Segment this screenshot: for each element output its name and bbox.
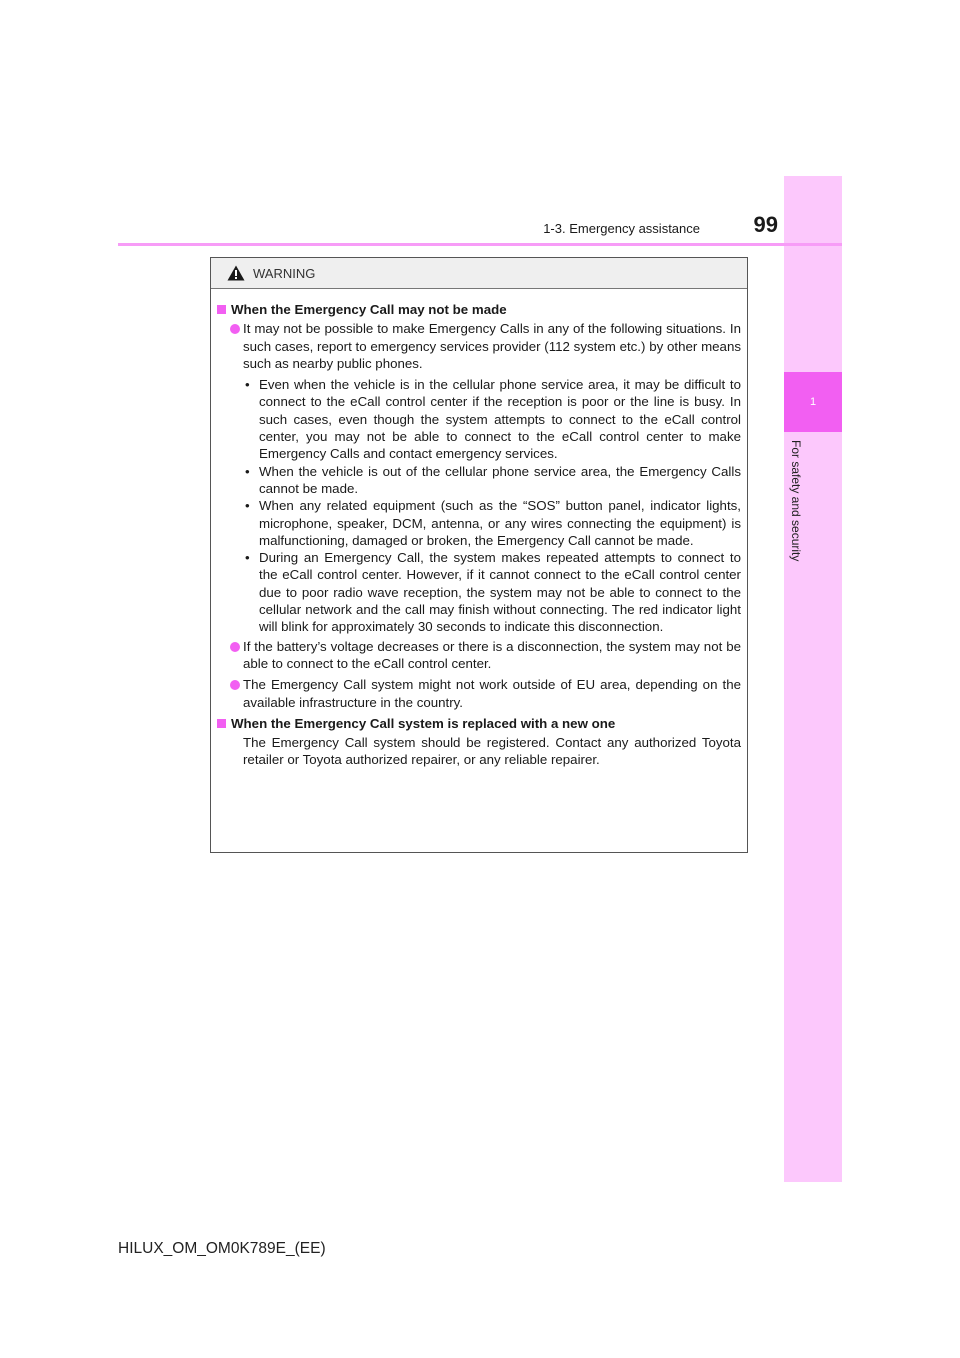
chapter-title: For safety and security — [789, 440, 803, 562]
list-item: If the battery’s voltage decreases or there is a disconnection, the system may not be able to connect to the eCall control center. — [217, 638, 741, 673]
square-bullet-icon — [217, 305, 226, 314]
sub-list-item: • When the vehicle is out of the cellular phone service area, the Emergency Calls cannot be made. — [259, 463, 741, 498]
circle-bullet-icon — [230, 324, 240, 334]
warning-label: WARNING — [253, 265, 316, 281]
circle-bullet-icon — [230, 680, 240, 690]
page-number: 99 — [753, 212, 778, 237]
sub-list-item: • During an Emergency Call, the system makes repeated attempts to connect to the eCall control center. However, if it cannot connect to the eCall control center due to poor radio wave reception, the system may not be able to connect to the cellular network and the call may finish without connecting. The red indicator light will blink for approximately 30 seconds to indicate this disconnection. — [259, 549, 741, 635]
sub-list — [217, 376, 741, 635]
warning-triangle-icon — [227, 265, 245, 281]
list-item: It may not be possible to make Emergency Calls in any of the following situations. In such cases, report to emergency services provider (112 system etc.) by other means such as nearby public phones. — [217, 320, 741, 372]
paragraph: The Emergency Call system should be registered. Contact any authorized Toyota retailer or Toyota authorized repairer, or any reliable repairer. — [243, 735, 741, 768]
warning-header — [211, 258, 747, 289]
circle-bullet-icon — [230, 642, 240, 652]
sub-list-item: • When any related equipment (such as the “SOS” button panel, indicator lights, microphone, speaker, DCM, antenna, or any wires connecting the equipment) is malfunctioning, damaged or broken, the Emergency Call cannot be made. — [259, 497, 741, 549]
warning-box — [210, 257, 748, 853]
section-title: 1-3. Emergency assistance — [543, 221, 700, 236]
section-heading-not-made: When the Emergency Call may not be made — [217, 301, 741, 318]
list-item: The Emergency Call system might not work outside of EU area, depending on the available infrastructure in the country. — [217, 676, 741, 711]
square-bullet-icon — [217, 719, 226, 728]
section-heading-replaced: When the Emergency Call system is replaced with a new one — [217, 715, 741, 732]
sub-list-item: • Even when the vehicle is in the cellular phone service area, it may be difficult to connect to the eCall control center if the reception is poor or the line is busy. In such cases, even though the system attempts to connect to the eCall control center, you may not be able to connect to the eCall control center to make Emergency Calls and contact emergency services. — [259, 376, 741, 462]
warning-content — [211, 289, 747, 769]
document-code: HILUX_OM_OM0K789E_(EE) — [118, 1240, 326, 1257]
header-divider — [118, 243, 842, 246]
side-tab — [784, 176, 842, 1182]
chapter-number-tab[interactable]: 1 — [784, 372, 842, 432]
